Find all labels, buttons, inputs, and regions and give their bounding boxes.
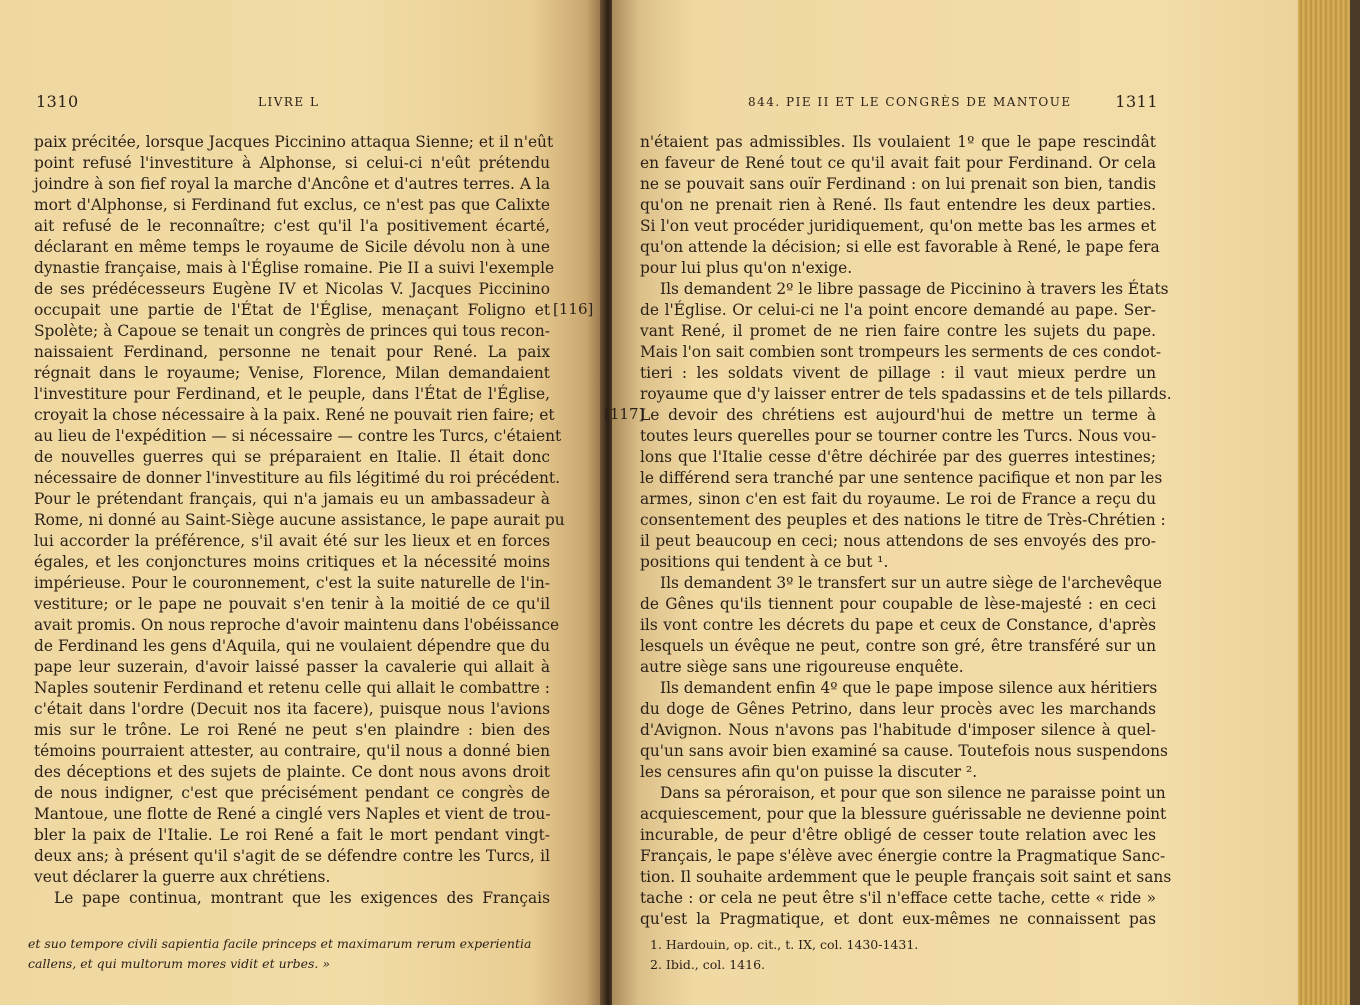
text-line: naissaient Ferdinand, personne ne tenait pour René. La paix [34,343,550,361]
text-line: incurable, de peur d'être obligé de cesser toute relation avec les [640,826,1156,844]
text-line: Ils demandent 2º le libre passage de Piccinino à travers les États [660,280,1169,298]
text-line: qu'est la Pragmatique, et dont eux-mêmes ne connaissent pas [640,910,1156,928]
right-page-number: 1311 [1115,92,1158,111]
text-line: Ils demandent enfin 4º que le pape impose silence aux héritiers [660,679,1158,697]
text-line: deux ans; à présent qu'il s'agit de se défendre contre les Turcs, il [34,847,550,865]
text-line: l'investiture pour Ferdinand, et le peuple, dans l'État de l'Église, [34,385,550,403]
text-line: pour lui plus qu'on n'exige. [640,259,853,277]
footnote-line: 1. Hardouin, op. cit., t. IX, col. 1430-1431. [650,937,919,952]
text-line: dynastie française, mais à l'Église romaine. Pie II a suivi l'exemple [34,259,555,277]
footnote-line: et suo tempore civili sapientia facile princeps et maximarum rerum experientia [28,936,532,951]
right-running-title: 844. PIE II ET LE CONGRÈS DE MANTOUE [748,95,1072,109]
text-line: impérieuse. Pour le couronnement, c'est la suite naturelle de l'in- [34,574,550,592]
text-line: Naples soutenir Ferdinand et retenu celle qui allait le combattre : [34,679,550,697]
text-line: des déceptions et des sujets de plainte. Ce dont nous avons droit [34,763,550,781]
text-line: qu'un sans avoir bien examiné sa cause. Toutefois nous suspendons [640,742,1168,760]
text-line: Dans sa péroraison, et pour que son silence ne paraisse point un [660,784,1166,802]
left-running-title: LIVRE L [258,95,320,109]
text-line: mort d'Alphonse, si Ferdinand fut exclus, ce n'est pas que Calixte [34,196,550,214]
text-line: positions qui tendent à ce but ¹. [640,553,889,571]
text-line: Le devoir des chrétiens est aujourd'hui de mettre un terme à [640,406,1156,424]
text-line: du doge de Gênes Petrino, dans leur procès avec les marchands [640,700,1156,718]
text-line: régnait dans le royaume; Venise, Florence, Milan demandaient [34,364,550,382]
text-line: le différend sera tranché par une sentence pacifique et non par les [640,469,1163,487]
text-line: qu'on attende la décision; si elle est favorable à René, le pape fera [640,238,1160,256]
text-line: au lieu de l'expédition — si nécessaire — contre les Turcs, c'étaient [34,427,562,445]
left-page-header [36,92,556,112]
text-line: les censures afin qu'on puisse la discuter ². [640,763,978,781]
text-line: royaume que d'y laisser entrer de tels spadassins et de tels pillards. [640,385,1172,403]
text-line: Mais l'on sait combien sont trompeurs les serments de ces condot- [640,343,1162,361]
text-line: Mantoue, une flotte de René a cinglé vers Naples et vient de trou- [34,805,551,823]
left-margin-reference: [116] [553,300,594,318]
text-line: ne se pouvait sans ouïr Ferdinand : on lui prenait son bien, tandis [640,175,1156,193]
text-line: autre siège sans une rigoureuse enquête. [640,658,964,676]
text-line: Spolète; à Capoue se tenait un congrès de princes qui tous recon- [34,322,550,340]
footnote-line: 2. Ibid., col. 1416. [650,957,766,972]
text-line: acquiescement, pour que la blessure guérissable ne devienne point [640,805,1167,823]
text-line: consentement des peuples et des nations le titre de Très-Chrétien : [640,511,1166,529]
text-line: Le pape continua, montrant que les exigences des Français [54,889,550,907]
text-line: Rome, ni donné au Saint-Siège aucune assistance, le pape aurait pu [34,511,565,529]
text-line: Ils demandent 3º le transfert sur un autre siège de l'archevêque [660,574,1163,592]
text-line: lui accorder la préférence, s'il avait été sur les lieux et en forces [34,532,550,550]
right-margin-reference: [117] [604,405,645,423]
text-line: de ses prédécesseurs Eugène IV et Nicolas V. Jacques Piccinino [34,280,550,298]
left-page-body [34,132,565,909]
text-line: ils vont contre les décrets du pape et ceux de Constance, d'après [640,616,1156,634]
text-line: Si l'on veut procéder juridiquement, qu'on mette bas les armes et [640,217,1156,235]
text-line: de nous indigner, c'est que précisément pendant ce congrès de [34,784,550,802]
text-line: qu'on ne prenait rien à René. Ils faut entendre les deux parties. [640,196,1156,214]
text-line: occupait une partie de l'État de l'Église, menaçant Foligno et [34,301,550,319]
footnote-line: callens, et qui multorum mores vidit et urbes. » [28,956,331,971]
text-line: témoins pourraient attester, au contraire, qu'il nous a donné bien [34,742,550,760]
right-page-header [640,92,1158,112]
text-line: ait refusé de le reconnaître; c'est qu'il l'a positivement écarté, [34,217,550,235]
text-line: joindre à son fief royal la marche d'Ancône et d'autres terres. A la [34,175,550,193]
text-line: paix précitée, lorsque Jacques Piccinino attaqua Sienne; et il n'eût [34,133,554,151]
text-line: égales, et les conjonctures moins critiques et la nécessité moins [34,553,550,571]
text-line: vestiture; or le pape ne pouvait s'en tenir à la moitié de ce qu'il [34,595,550,613]
text-line: nécessaire de donner l'investiture au fils légitimé du roi précédent. [34,469,560,487]
text-line: il peut beaucoup en ceci; nous attendons de ses envoyés des pro- [640,532,1156,550]
left-footnotes [28,934,548,974]
text-line: d'Avignon. Nous n'avons pas l'habitude d'imposer silence à quel- [640,721,1156,739]
text-line: déclarant en même temps le royaume de Sicile dévolu non à une [34,238,550,256]
right-footnotes [650,935,1150,975]
text-line: toutes leurs querelles pour se tourner contre les Turcs. Nous vou- [640,427,1157,445]
text-line: avait promis. On nous reproche d'avoir maintenu dans l'obéissance [34,616,560,634]
text-line: Pour le prétendant français, qui n'a jamais eu un ambassadeur à [34,490,550,508]
text-line: vant René, il promet de ne rien faire contre les sujets du pape. [640,322,1156,340]
text-line: bler la paix de l'Italie. Le roi René a fait le mort pendant vingt- [34,826,550,844]
text-line: mis sur le trône. Le roi René ne peut s'en plaindre : bien des [34,721,550,739]
text-line: de Ferdinand les gens d'Aquila, qui ne voulaient dépendre que du [34,637,550,655]
text-line: c'était dans l'ordre (Decuit nos ita facere), puisque nous l'avions [34,700,550,718]
text-line: de l'Église. Or celui-ci ne l'a point encore demandé au pape. Ser- [640,301,1156,319]
text-line: tion. Il souhaite ardemment que le peuple français soit saint et sans [640,868,1172,886]
text-line: tieri : les soldats vivent de pillage : il vaut mieux perdre un [640,364,1156,382]
text-line: tache : or cela ne peut être s'il n'efface cette tache, cette « ride » [640,889,1156,907]
text-line: lons que l'Italie cesse d'être déchirée par des guerres intestines; [640,448,1156,466]
right-page-body [640,132,1172,930]
text-line: pape leur suzerain, d'avoir laissé passer la cavalerie qui allait à [34,658,550,676]
text-line: point refusé l'investiture à Alphonse, si celui-ci n'eût prétendu [34,154,550,172]
text-line: croyait la chose nécessaire à la paix. René ne pouvait rien faire; et [34,406,555,424]
text-line: en faveur de René tout ce qu'il avait fait pour Ferdinand. Or cela [640,154,1156,172]
text-line: n'étaient pas admissibles. Ils voulaient 1º que le pape rescindât [640,133,1156,151]
text-line: lesquels un évêque ne peut, contre son gré, être transféré sur un [640,637,1156,655]
text-line: de Gênes qu'ils tiennent pour coupable de lèse-majesté : en ceci [640,595,1156,613]
text-line: Français, le pape s'élève avec énergie contre la Pragmatique Sanc- [640,847,1166,865]
text-line: veut déclarer la guerre aux chrétiens. [34,868,331,886]
text-line: armes, sinon c'en est fait du royaume. Le roi de France a reçu du [640,490,1156,508]
page-edges [1298,0,1360,1005]
text-line: de nouvelles guerres qui se préparaient en Italie. Il était donc [34,448,550,466]
left-page-number: 1310 [36,92,79,111]
